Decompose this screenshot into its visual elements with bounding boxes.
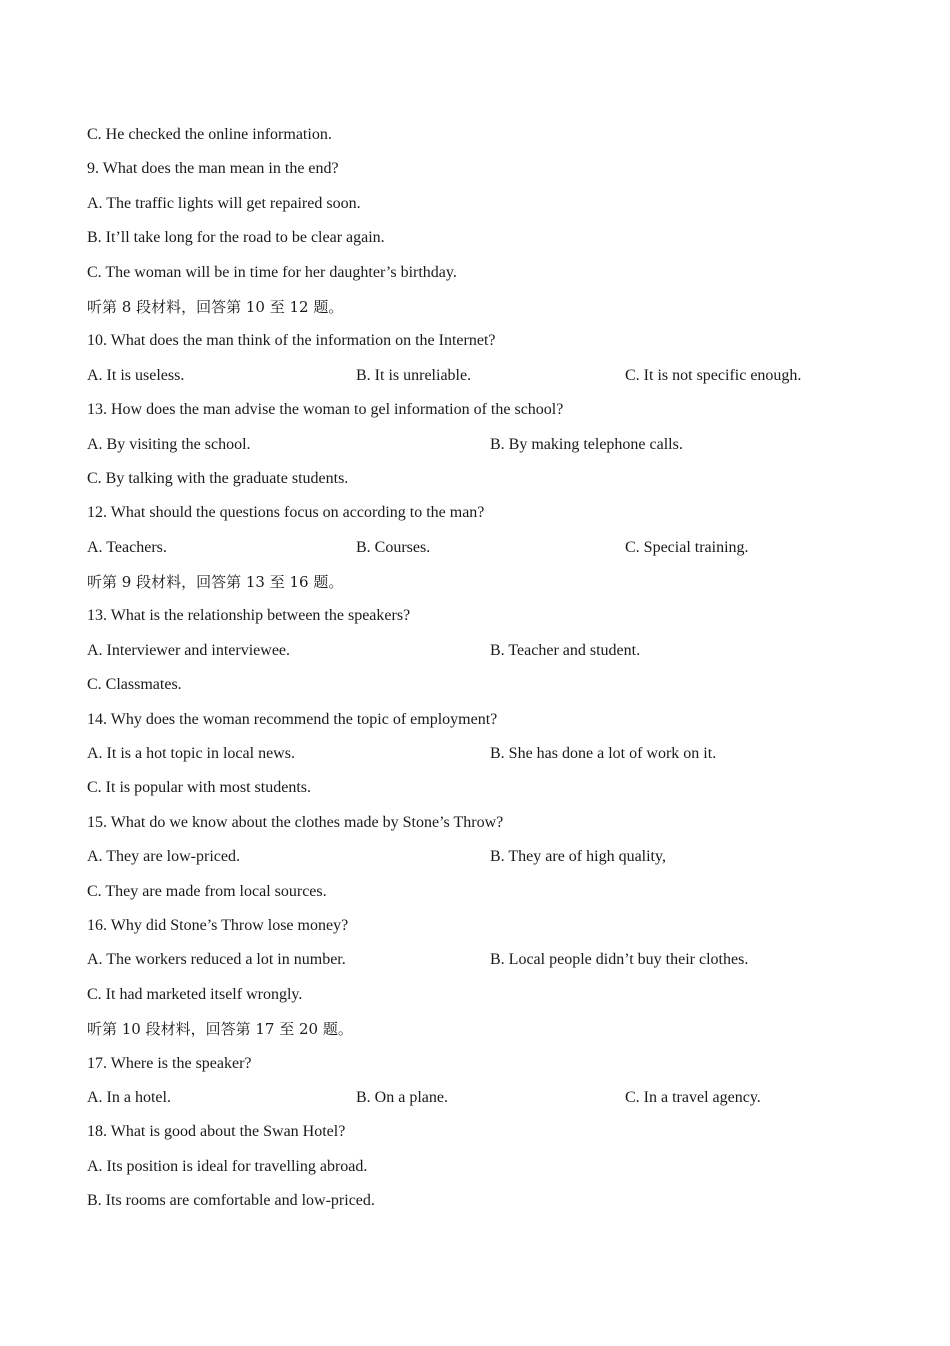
option-text: A. Its position is ideal for travelling abroad. <box>87 1157 368 1175</box>
q12-options <box>87 534 867 568</box>
question-text: 9. What does the man mean in the end? <box>87 160 339 178</box>
q13-option-c <box>87 671 867 705</box>
option-a: A. It is useless. <box>87 366 185 384</box>
section-heading-text: 听第 8 段材料，回答第 10 至 12 题。 <box>87 297 344 316</box>
section-heading-text: 听第 9 段材料，回答第 13 至 16 题。 <box>87 573 344 592</box>
question-9 <box>87 155 867 189</box>
option-a: A. By visiting the school. <box>87 435 251 453</box>
option-b: B. They are of high quality, <box>490 848 666 866</box>
q9-option-a <box>87 190 867 224</box>
question-text: 15. What do we know about the clothes made by Stone’s Throw? <box>87 813 504 831</box>
section-heading-10 <box>87 1015 867 1049</box>
question-15 <box>87 809 867 843</box>
question-18 <box>87 1118 867 1152</box>
q15-options-ab <box>87 843 867 877</box>
q13-options-ab <box>87 637 867 671</box>
option-text: B. Its rooms are comfortable and low-priced. <box>87 1192 375 1210</box>
q18-option-a <box>87 1153 867 1187</box>
option-text: C. It had marketed itself wrongly. <box>87 985 303 1003</box>
q15-option-c <box>87 878 867 912</box>
q11-option-c <box>87 465 867 499</box>
q9-option-c <box>87 259 867 293</box>
option-text: C. By talking with the graduate students. <box>87 469 349 487</box>
question-13 <box>87 602 867 636</box>
option-c: C. Special training. <box>625 538 749 556</box>
option-b: B. On a plane. <box>356 1088 448 1106</box>
question-17 <box>87 1050 867 1084</box>
q17-options <box>87 1084 867 1118</box>
option-a: A. It is a hot topic in local news. <box>87 745 295 763</box>
option-b: B. By making telephone calls. <box>490 435 683 453</box>
question-text: 10. What does the man think of the information on the Internet? <box>87 332 496 350</box>
q16-options-ab <box>87 946 867 980</box>
option-b: B. It is unreliable. <box>356 366 472 384</box>
q16-option-c <box>87 981 867 1015</box>
option-a: A. Teachers. <box>87 538 167 556</box>
question-11 <box>87 396 867 430</box>
exam-page <box>87 121 867 1222</box>
option-b: B. Teacher and student. <box>490 641 641 659</box>
question-text: 18. What is good about the Swan Hotel? <box>87 1123 346 1141</box>
question-text: 17. Where is the speaker? <box>87 1054 252 1072</box>
question-16 <box>87 912 867 946</box>
q8-option-c <box>87 121 867 155</box>
question-text: 13. What is the relationship between the speakers? <box>87 607 411 625</box>
option-c: C. In a travel agency. <box>625 1088 761 1106</box>
question-14 <box>87 706 867 740</box>
question-text: 13. How does the man advise the woman to gel information of the school? <box>87 401 564 419</box>
option-b: B. Local people didn’t buy their clothes. <box>490 951 749 969</box>
option-b: B. She has done a lot of work on it. <box>490 745 717 763</box>
q9-option-b <box>87 224 867 258</box>
section-heading-text: 听第 10 段材料，回答第 17 至 20 题。 <box>87 1020 353 1039</box>
question-12 <box>87 499 867 533</box>
option-text: C. He checked the online information. <box>87 126 332 143</box>
section-heading-8 <box>87 293 867 327</box>
option-a: A. The workers reduced a lot in number. <box>87 951 346 969</box>
option-a: A. They are low-priced. <box>87 848 240 866</box>
q14-options-ab <box>87 740 867 774</box>
q10-options <box>87 362 867 396</box>
option-a: A. Interviewer and interviewee. <box>87 641 291 659</box>
option-a: A. In a hotel. <box>87 1088 171 1106</box>
section-heading-9 <box>87 568 867 602</box>
question-10 <box>87 327 867 361</box>
question-text: 14. Why does the woman recommend the topic of employment? <box>87 710 498 728</box>
question-text: 12. What should the questions focus on according to the man? <box>87 504 485 522</box>
option-text: B. It’ll take long for the road to be clear again. <box>87 229 385 247</box>
option-text: C. The woman will be in time for her daughter’s birthday. <box>87 263 457 281</box>
option-text: A. The traffic lights will get repaired soon. <box>87 194 361 212</box>
option-b: B. Courses. <box>356 538 431 556</box>
option-text: C. It is popular with most students. <box>87 779 311 797</box>
q11-options-ab <box>87 431 867 465</box>
q18-option-b <box>87 1187 867 1221</box>
option-text: C. They are made from local sources. <box>87 882 327 900</box>
q14-option-c <box>87 774 867 808</box>
question-text: 16. Why did Stone’s Throw lose money? <box>87 916 349 934</box>
option-c: C. It is not specific enough. <box>625 366 802 384</box>
option-text: C. Classmates. <box>87 676 182 694</box>
